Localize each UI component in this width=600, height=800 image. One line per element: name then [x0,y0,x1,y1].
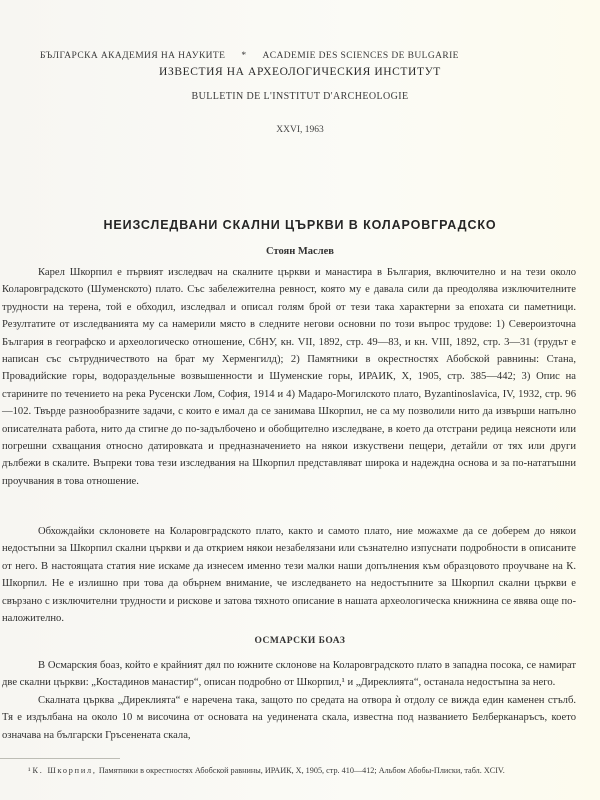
journal-title-bg: ИЗВЕСТИЯ НА АРХЕОЛОГИЧЕСКИЯ ИНСТИТУТ [159,66,441,78]
academy-name-fr: ACADEMIE DES SCIENCES DE BULGARIE [262,51,459,61]
header-separator: * [241,51,247,61]
paragraph-text: Скалната църква „Диреклията“ е наречена така, защото по средата на отвора ѝ отдолу се вижда един каменен стълб. Тя е издълбана на около 10 м височина от основата на уединената скала, известна под названието Белберканаръсъ, което означава на български Гръсенената скала, [2,694,576,741]
footnote-text: Памятники в окрестностях Абобской равнины, ИРАИК, X, 1905, стр. 410—412; Альбом Абобы-Плиски, табл. XCIV. [98,766,505,775]
body-paragraph-1 [2,264,576,490]
paragraph-text: Обхождайки склоновете на Коларовградското плато, както и самото плато, ние можахме да се доберем до някои недостъпни за Шкорпил скални църкви и да открием някои незабелязани или съзнателно изпуснати подробности в описаните от него. В настоящата статия ние искаме да изнесем именно тези малки наши допълнения към образцовото проучване на К. Шкорпил. Не е излишно при това да обърнем внимание, че изследването на недостъпните за Шкорпил скални църкви е свързано с изключителни трудности и рискове и затова тяхното описание в нашата археологическа книжнина се явява още по-наложително. [2,526,576,625]
section-body [2,657,576,744]
footnote [2,765,576,777]
paragraph-text: Карел Шкорпил е първият изследвач на скалните църкви и манастира в България, включително и на тези около Коларовградското (Шуменското) плато. Със забележителна ревност, която му е давала сили да преодолява изключителните трудности на терена, той е обходил, изследвал и описал голям брой от тези така характерни за епохата си паметници. Резултатите от изследванията му са намерили място в следните негови основни по този въпрос трудове: 1) Североизточна България в географско и археологическо отношение, СбНУ, кн. VII, 1892, стр. 49—83, и кн. VIII, 1892, стр. 3—31 (трудът е написан със сътрудничеството на брат му Херменгилд); 2) Памятники в окрестностях Абобской равнины: Стана, Провадийские горы, водораздельные возвышенности и Шуменские горы, ИРАИК, X, 1905, стр. 385—442; 3) Опис на старините по течението на река Русенски Лом, София, 1914 и 4) Мадаро-Могилското плато, Byzantinoslavica, IV, 1932, стр. 96—102. Твърде разнообразните задачи, с които е имал да се занимава Шкорпил, не са му позволили нито да извърши напълно описателната работа, нито да стигне до по-задълбочено и обобщително изследване, в което да отстрани редица неясноти или погрешни схващания относно датировката и предназначението на някои изкуствени пещери, детайли от тях или други дълбежи в скалите. Въпреки това тези изследвания на Шкорпил представляват широка и надеждна основа и за по-нататъшни проучвания в това отношение. [2,267,576,487]
journal-title-fr: BULLETIN DE L'INSTITUT D'ARCHEOLOGIE [191,91,409,102]
body-paragraph-2 [2,523,576,627]
paragraph-text: В Осмарския боаз, който е крайният дял по южните склонове на Коларовградското плато в западна посока, се намират две скални църкви: „Костадинов манастир“, описан подробно от Шкорпил,¹ и „Диреклията“, останала недостъпна за него. [2,660,576,689]
academy-name-bg: БЪЛГАРСКА АКАДЕМИЯ НА НАУКИТЕ [40,51,226,61]
footnote-author: К. Шкорпил, [32,766,97,775]
article-title: НЕИЗСЛЕДВАНИ СКАЛНИ ЦЪРКВИ В КОЛАРОВГРАДСКО [103,218,497,232]
footnote-divider [0,758,120,759]
footnote-marker: ¹ [28,766,31,775]
volume-year: XXVI, 1963 [276,125,324,135]
section-heading: ОСМАРСКИ БОАЗ [254,636,346,646]
article-author: Стоян Маслев [266,246,334,257]
academy-header [40,51,580,61]
